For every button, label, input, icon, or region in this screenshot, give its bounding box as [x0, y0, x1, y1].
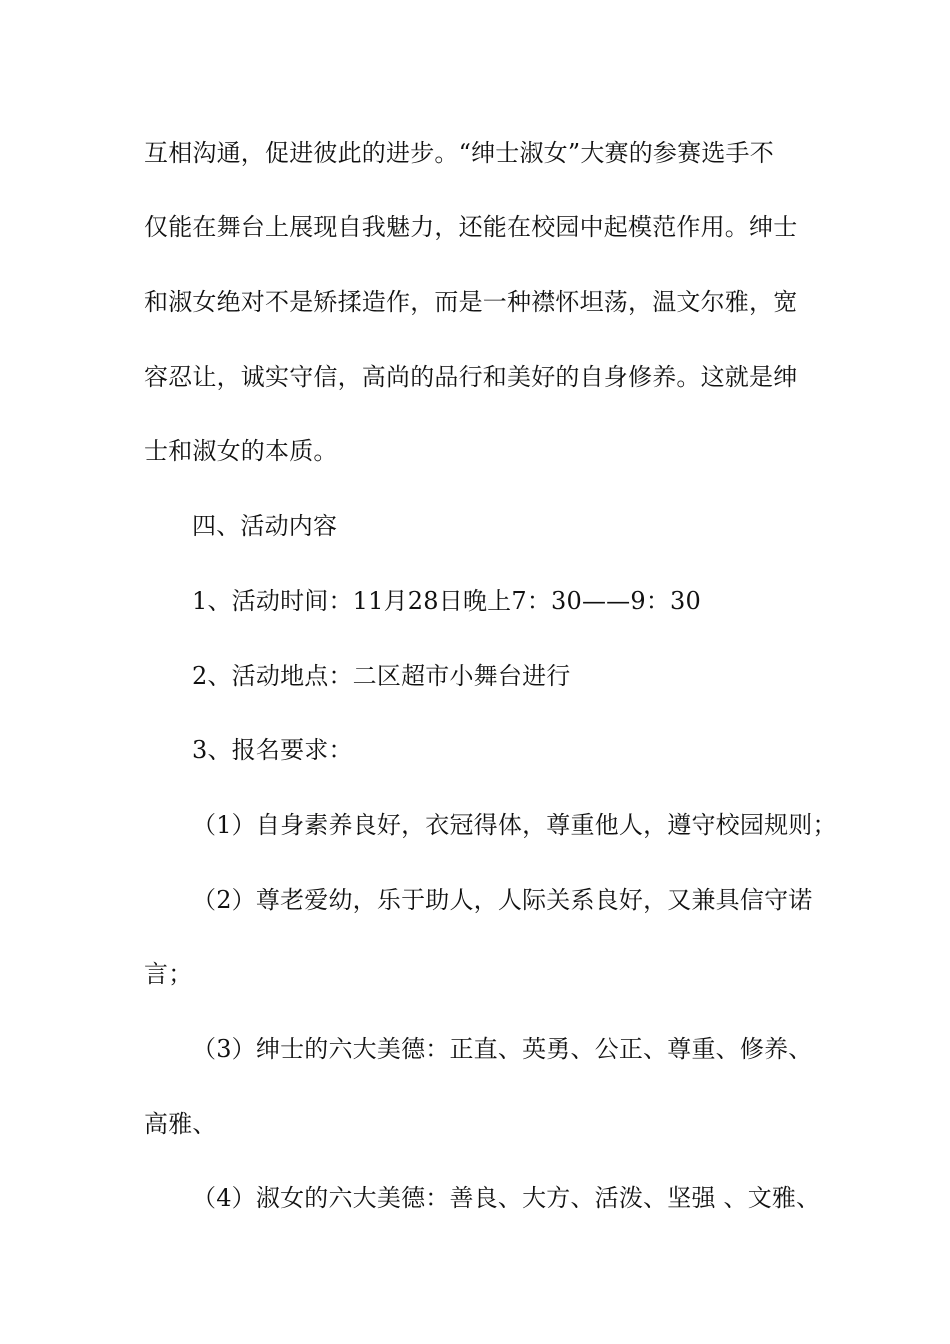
registration-requirements: 3、报名要求： [192, 736, 353, 764]
requirement-4: （4）淑女的六大美德：善良、大方、活泼、坚强 、文雅、 [192, 1184, 821, 1212]
paragraph-line-1: 互相沟通，促进彼此的进步。“绅士淑女”大赛的参赛选手不 [144, 139, 774, 167]
activity-location: 2、活动地点：二区超市小舞台进行 [192, 662, 571, 690]
requirement-3: （3）绅士的六大美德：正直、英勇、公正、尊重、修养、 [192, 1035, 813, 1063]
requirement-2: （2）尊老爱幼，乐于助人，人际关系良好，又兼具信守诺 [192, 886, 813, 914]
paragraph-line-3: 和淑女绝对不是矫揉造作，而是一种襟怀坦荡，温文尔雅，宽 [144, 288, 798, 316]
paragraph-line-2: 仅能在舞台上展现自我魅力，还能在校园中起模范作用。绅士 [144, 213, 798, 241]
requirement-1: （1）自身素养良好，衣冠得体，尊重他人，遵守校园规则； [192, 811, 837, 839]
activity-time: 1、活动时间：11月28日晚上7：30——9：30 [192, 587, 701, 615]
paragraph-line-4: 容忍让，诚实守信，高尚的品行和美好的自身修养。这就是绅 [144, 363, 798, 391]
requirement-3-continued: 高雅、 [144, 1110, 217, 1138]
paragraph-line-5: 士和淑女的本质。 [144, 437, 338, 465]
requirement-2-continued: 言； [144, 960, 193, 988]
section-heading: 四、活动内容 [192, 512, 338, 540]
